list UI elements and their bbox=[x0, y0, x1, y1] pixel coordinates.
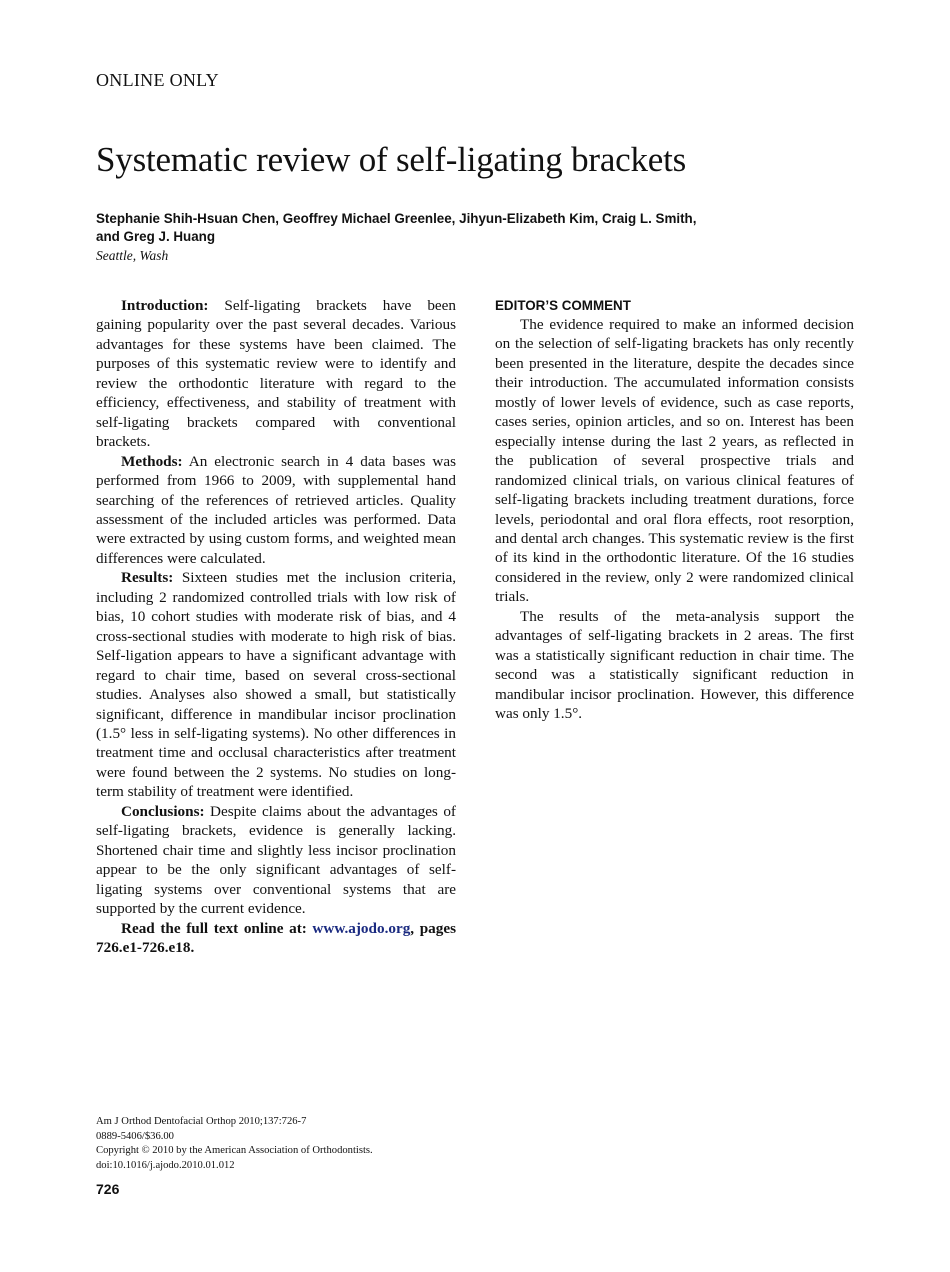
abstract-text: Sixteen studies met the inclusion criteria, including 2 randomized controlled trials with low risk of bias, 10 cohort studies with moderate risk of bias, and 4 cross-sectional studies with moderate to high risk of bias. Self-ligation appears to have a significant advantage with regard to chair time, based on several cross-sectional studies. Analyses also showed a small, but statistically significant, difference in mandibular incisor proclination (1.5° less in self-ligating systems). No other differences in treatment time and occlusal characteristics after treatment were found between the 2 systems. No studies on long-term stability of treatment were identified. bbox=[96, 569, 456, 801]
abstract-text: Self-ligating brackets have been gaining popularity over the past several decades. Various advantages for these systems have been claimed. The purposes of this systematic review were to identify and review the orthodontic literature with regard to the efficiency, effectiveness, and stability of treatment with self-ligating brackets compared with conventional brackets. bbox=[96, 297, 456, 451]
authors-line: Stephanie Shih-Hsuan Chen, Geoffrey Michael Greenlee, Jihyun-Elizabeth Kim, Craig L. Smith, bbox=[96, 211, 697, 226]
doi: doi:10.1016/j.ajodo.2010.01.012 bbox=[96, 1159, 235, 1171]
article-title: Systematic review of self-ligating brackets bbox=[96, 140, 687, 179]
copyright: Copyright © 2010 by the American Association of Orthodontists. bbox=[96, 1145, 373, 1157]
author-list bbox=[96, 210, 816, 246]
authors-line: and Greg J. Huang bbox=[96, 229, 216, 244]
journal-link[interactable]: www.ajodo.org bbox=[312, 919, 411, 937]
affiliation: Seattle, Wash bbox=[96, 248, 169, 263]
abstract-results bbox=[96, 568, 456, 801]
abstract-text: Despite claims about the advantages of self-ligating brackets, evidence is generally lacking. Shortened chair time and slightly less incisor proclination appear to be the only significant advantages of self-ligating systems over conventional systems that are supported by the current evidence. bbox=[96, 802, 456, 918]
abstract-label: Introduction: bbox=[121, 297, 209, 314]
abstract-column bbox=[96, 296, 456, 957]
abstract-label: Methods: bbox=[121, 452, 183, 470]
read-more-suffix: , pages 726.e1-726.e18. bbox=[96, 919, 456, 956]
editors-comment-paragraph: The evidence required to make an informed decision on the selection of self-ligating brackets has only recently been presented in the literature, despite the decades since their introduction. The accumulated information consists mostly of lower levels of evidence, such as case reports, cases series, opinion articles, and so on. Interest has been especially intense during the last 2 years, as reflected in the publication of several prospective trials and randomized clinical trials, on various clinical features of self-ligating brackets including treatment durations, force levels, periodontal and oral flora effects, root resorption, and dental arch changes. This systematic review is the first of its kind in the orthodontic literature. Of the 16 studies considered in the review, only 2 were randomized clinical trials. bbox=[495, 316, 854, 606]
abstract-conclusions bbox=[96, 802, 456, 919]
issn-price: 0889-5406/$36.00 bbox=[96, 1130, 174, 1142]
editors-comment-paragraph: The results of the meta-analysis support the advantages of self-ligating brackets in 2 areas. The first was a statistically significant reduction in chair time. The second was a statistically significant reduction in mandibular incisor proclination. However, this difference was only 1.5°. bbox=[495, 607, 854, 723]
abstract-label: Results: bbox=[121, 569, 174, 587]
citation: Am J Orthod Dentofacial Orthop 2010;137:726-7 bbox=[96, 1116, 307, 1127]
read-full-text bbox=[96, 919, 456, 958]
editors-comment-column bbox=[495, 296, 854, 724]
editors-comment-heading: EDITOR’S COMMENT bbox=[495, 298, 631, 313]
read-more-prefix: Read the full text online at: bbox=[121, 919, 313, 937]
abstract-introduction bbox=[96, 296, 456, 452]
citation-footer bbox=[96, 1115, 373, 1173]
section-label: ONLINE ONLY bbox=[96, 70, 219, 90]
abstract-methods bbox=[96, 452, 456, 569]
abstract-text: An electronic search in 4 data bases was performed from 1966 to 2009, with supplemental hand searching of the references of retrieved articles. Quality assessment of the included articles was performed. Data were extracted by using custom forms, and weighted mean differences were calculated. bbox=[96, 452, 456, 567]
page-number: 726 bbox=[96, 1181, 120, 1197]
abstract-label: Conclusions: bbox=[121, 802, 205, 820]
